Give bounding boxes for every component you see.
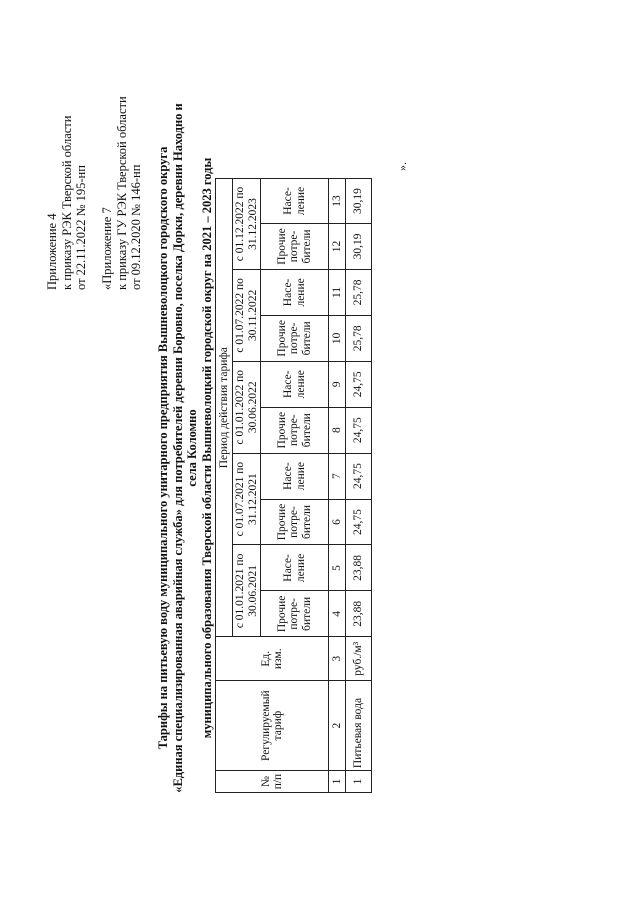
table-row: [346, 179, 372, 793]
index-cell: 5: [329, 545, 346, 591]
period-2: с 01.07.2021 по 31.12.2021: [233, 453, 261, 545]
row-tariff: Питьевая вода: [346, 681, 372, 771]
appendix-7-line-3: от 09.12.2020 № 146-нп: [129, 164, 143, 290]
appendix-4-line-3: от 22.11.2022 № 195-нп: [74, 165, 88, 290]
header-unit: Ед. изм.: [216, 637, 329, 681]
title-line-2: «Единая специализированная аварийная служба» для потребителей деревни Боровно, поселка Дорки, деревни Находно и села Коломно: [170, 103, 199, 793]
appendix-7-note: [100, 96, 144, 290]
document-title: [156, 98, 214, 798]
sub-population: Насе-ление: [261, 179, 329, 224]
appendix-7-line-1: «Приложение 7: [100, 207, 114, 290]
title-line-3: муниципального образования Тверской области Вышневолоцкий городской округ на 2021 – 2023 годы: [199, 157, 214, 739]
title-line-1: Тарифы на питьевую воду муниципального унитарного предприятия Вышневолоцкого городского округа: [156, 146, 170, 750]
row-unit: руб./м³: [346, 637, 372, 681]
header-num: № п/п: [216, 771, 329, 793]
sub-other: Прочие потре-бители: [261, 315, 329, 361]
value-cell: 23,88: [346, 545, 372, 591]
value-cell: 30,19: [346, 224, 372, 270]
appendix-4-line-1: Приложение 4: [45, 213, 59, 290]
sub-population: Насе-ление: [261, 453, 329, 499]
index-cell: 1: [329, 771, 346, 793]
index-cell: 8: [329, 407, 346, 453]
header-period: Период действия тарифа: [216, 179, 233, 637]
sub-population: Насе-ление: [261, 269, 329, 315]
value-cell: 24,75: [346, 407, 372, 453]
index-cell: 13: [329, 179, 346, 224]
value-cell: 30,19: [346, 179, 372, 224]
sub-population: Насе-ление: [261, 361, 329, 407]
period-1: с 01.01.2021 по 30.06.2021: [233, 545, 261, 637]
index-cell: 7: [329, 453, 346, 499]
sub-other: Прочие потре-бители: [261, 224, 329, 270]
closing-quote: ».: [395, 162, 409, 171]
value-cell: 24,75: [346, 361, 372, 407]
sub-other: Прочие потре-бители: [261, 407, 329, 453]
value-cell: 25,78: [346, 269, 372, 315]
appendix-7-line-2: к приказу ГУ РЭК Тверской области: [114, 96, 129, 290]
index-row: [329, 179, 346, 793]
header-row-period: [216, 179, 233, 793]
value-cell: 24,75: [346, 499, 372, 545]
index-cell: 4: [329, 591, 346, 637]
value-cell: 23,88: [346, 591, 372, 637]
value-cell: 24,75: [346, 453, 372, 499]
index-cell: 10: [329, 315, 346, 361]
index-cell: 11: [329, 269, 346, 315]
tariff-table: [215, 178, 372, 793]
index-cell: 12: [329, 224, 346, 270]
row-num: 1: [346, 771, 372, 793]
index-cell: 9: [329, 361, 346, 407]
index-cell: 3: [329, 637, 346, 681]
period-5: с 01.12.2022 по 31.12.2023: [233, 179, 261, 270]
index-cell: 2: [329, 681, 346, 771]
index-cell: 6: [329, 499, 346, 545]
sub-other: Прочие потре-бители: [261, 591, 329, 637]
period-4: с 01.07.2022 по 30.11.2022: [233, 269, 261, 361]
appendix-4-line-2: к приказу РЭК Тверской области: [59, 115, 74, 290]
sub-other: Прочие потре-бители: [261, 499, 329, 545]
value-cell: 25,78: [346, 315, 372, 361]
header-tariff: Регулируемый тариф: [216, 681, 329, 771]
sub-population: Насе-ление: [261, 545, 329, 591]
period-3: с 01.01.2022 по 30.06.2022: [233, 361, 261, 453]
appendix-4-note: [45, 116, 89, 290]
